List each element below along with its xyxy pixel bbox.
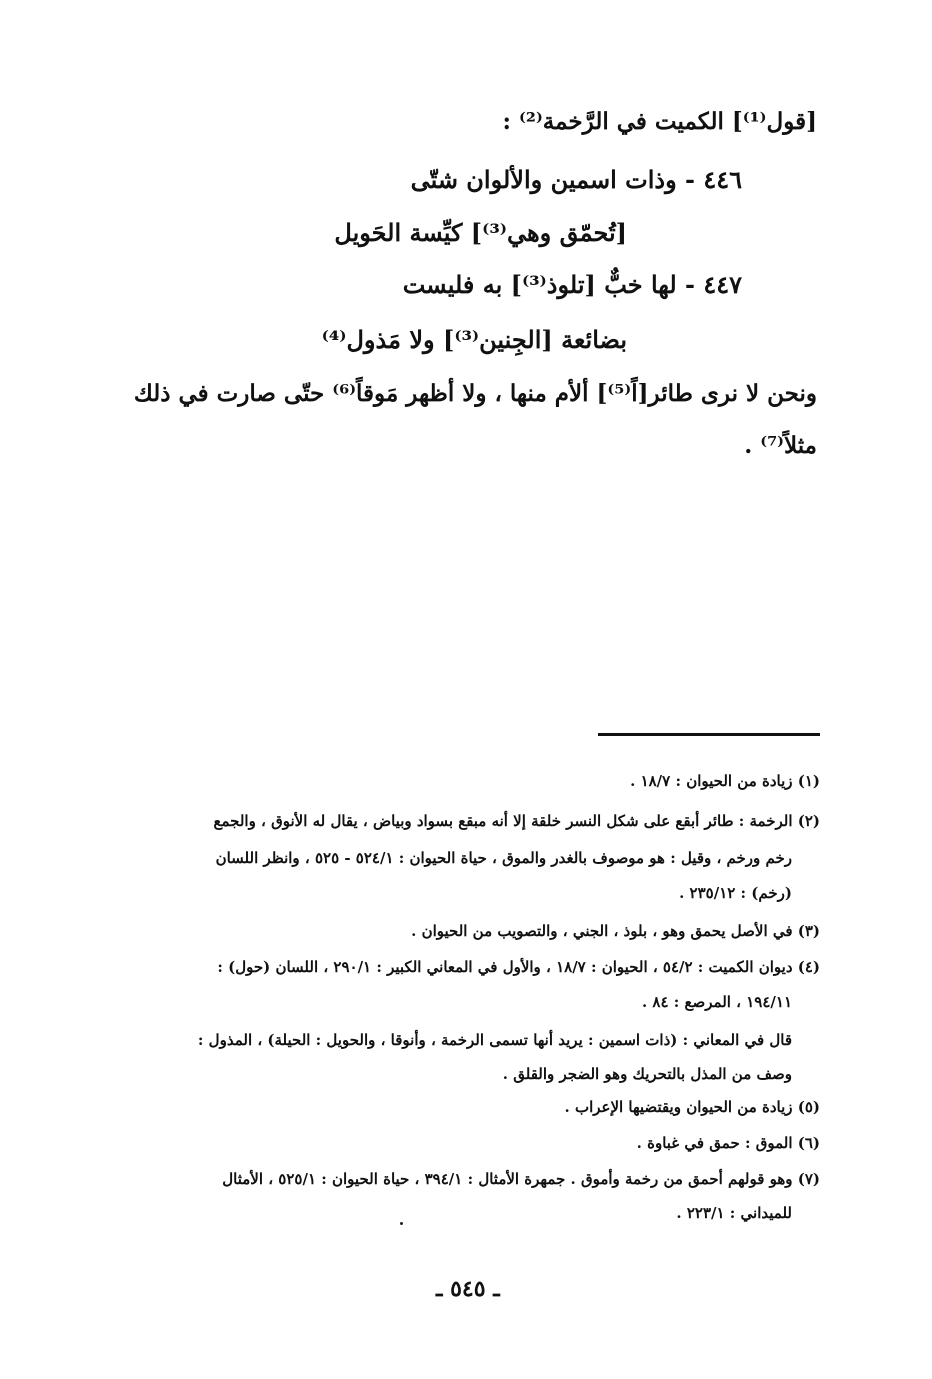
footnote-2-cont-2: (رخم) : ٢٣٥/١٢ . [679,884,792,902]
footnote-4: (٤) ديوان الكميت : ٥٤/٢ ، الحيوان : ١٨/٧ ، والأول في المعاني الكبير : ٢٩٠/١ ، اللسان (حول) : [217,958,820,976]
footnote-6: (٦) الموق : حمق في غباوة . [636,1134,820,1152]
prose-line-2: مثلاً⁽⁷⁾ . [744,432,817,459]
footnote-5: (٥) زيادة من الحيوان ويقتضيها الإعراب . [564,1098,820,1116]
footnote-separator [598,733,820,736]
footnote-4-note: قال في المعاني : (ذات اسمين : يريد أنها تسمى الرخمة ، وأنوقا ، والحويل : الحيلة) ، المذول : [197,1031,792,1049]
footnote-7-cont: للميداني : ٢٢٣/١ . [676,1204,792,1222]
intro-line: [قول⁽¹⁾] الكميت في الرَّخمة⁽²⁾ : [502,108,817,135]
footnote-1: (١) زيادة من الحيوان : ١٨/٧ . [630,772,820,790]
prose-line-1: ونحن لا نرى طائر[اً⁽⁵⁾] ألأم منها ، ولا أظهر مَوقاً⁽⁶⁾ حتّى صارت في ذلك [133,380,817,407]
verse-447-first-hemistich: ٤٤٧ - لها خبٌّ [تلوذ⁽³⁾] به فليست [402,270,742,299]
verse-447-second-hemistich: بضائعة [الجِنين⁽³⁾] ولا مَذول⁽⁴⁾ [321,325,627,354]
verse-446-first-hemistich: ٤٤٦ - وذات اسمين والألوان شتّى [410,165,742,194]
footnote-3: (٣) في الأصل يحمق وهو ، بلوذ ، الجني ، والتصويب من الحيوان . [411,922,820,940]
footnote-4-cont: ١٩٤/١١ ، المرصع : ٨٤ . [641,993,792,1011]
footnote-7: (٧) وهو قولهم أحمق من رخمة وأموق . جمهرة الأمثال : ٣٩٤/١ ، حياة الحيوان : ٥٢٥/١ ، الأمثال [222,1170,820,1188]
footnote-4-note-cont: وصف من المذل بالتحريك وهو الضجر والقلق . [502,1065,792,1083]
footnote-2-cont-1: رخم ورخم ، وقيل : هو موصوف بالغدر والموق ، حياة الحيوان : ٥٢٤/١ - ٥٢٥ ، وانظر اللسان [215,849,792,867]
verse-446-second-hemistich: [تُحمّق وهي⁽³⁾] كيِّسة الحَويل [334,218,627,247]
footnote-2: (٢) الرخمة : طائر أبقع على شكل النسر خلقة إلا أنه مبقع بسواد وبياض ، يقال له الأنوق ، والجمع [213,812,820,830]
scan-speck [400,1222,403,1225]
page-number: ـ ٥٤٥ ـ [436,1276,500,1302]
